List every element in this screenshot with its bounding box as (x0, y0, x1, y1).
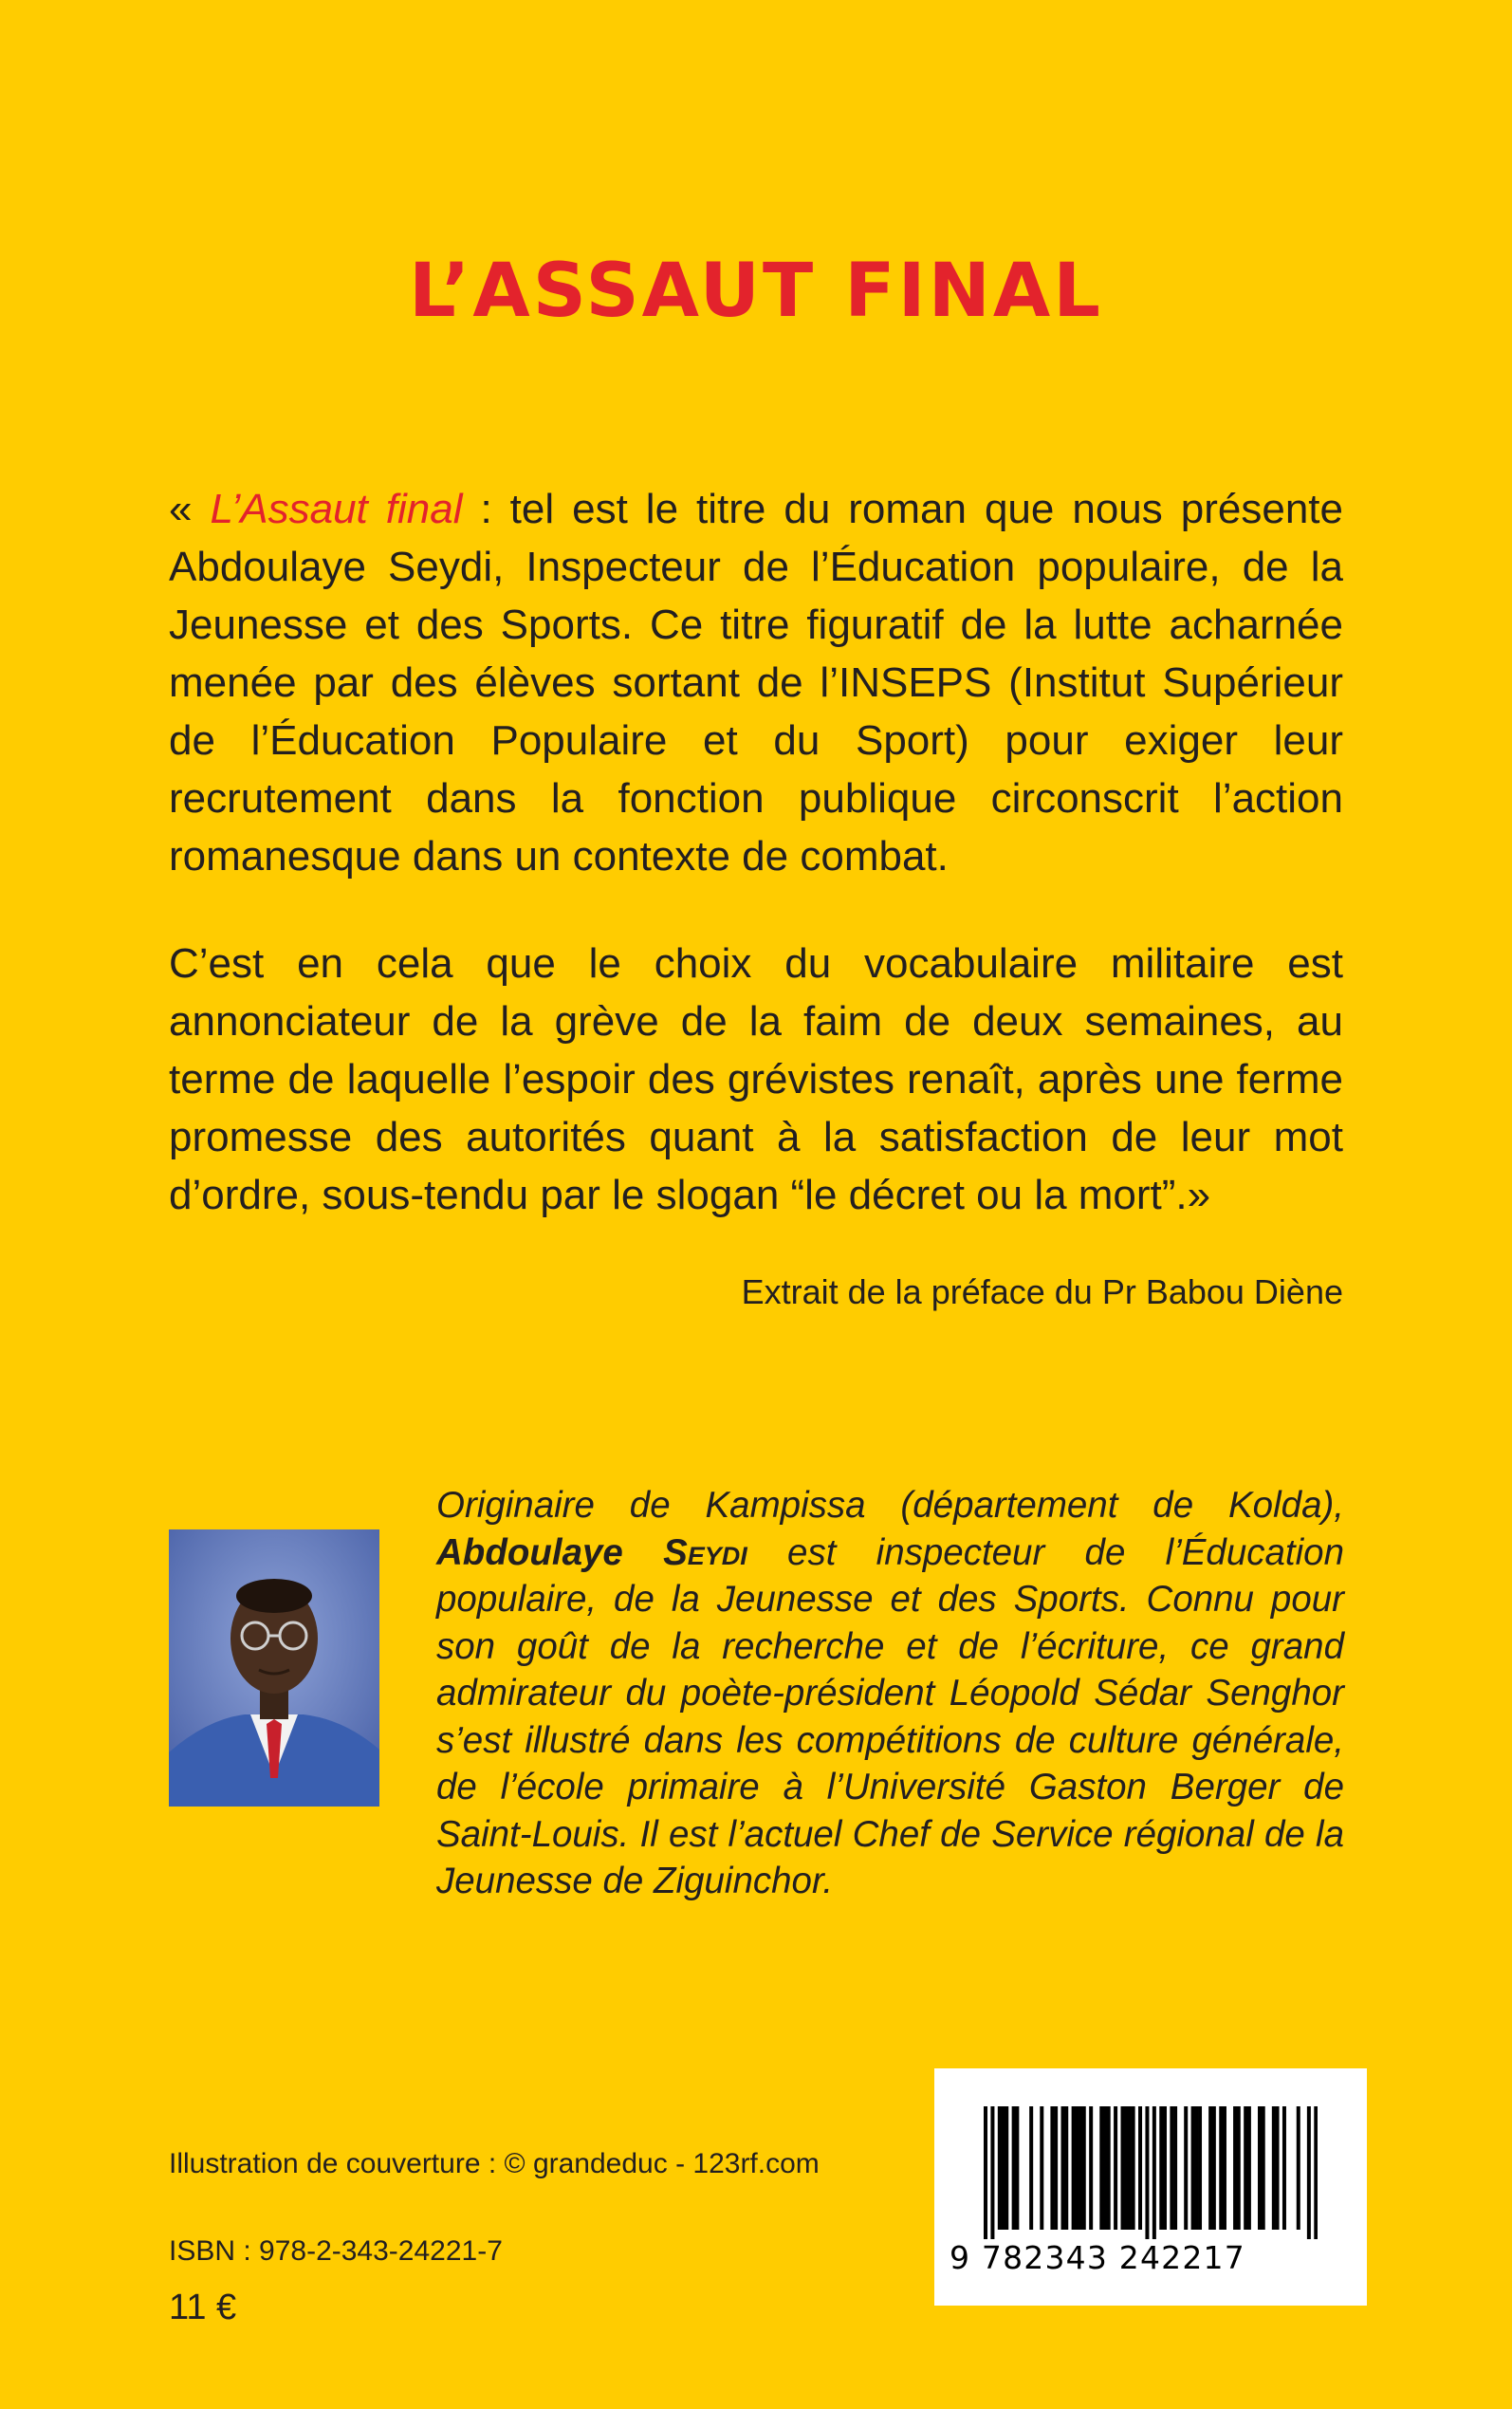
barcode-bar (1107, 2106, 1111, 2230)
barcode-bar (1075, 2106, 1079, 2230)
barcode-bar (1114, 2106, 1117, 2230)
author-last-name: Seydi (663, 1531, 747, 1573)
barcode-bar (1233, 2106, 1237, 2230)
barcode-bar (1237, 2106, 1241, 2230)
barcode-bar (1029, 2106, 1033, 2230)
blurb-paragraph-1 (169, 480, 1343, 885)
author-first-name: Abdoulaye (436, 1531, 664, 1573)
barcode-digits: 9 782343 242217 (950, 2239, 1245, 2276)
barcode (934, 2068, 1367, 2306)
barcode-bar (1079, 2106, 1082, 2230)
barcode-bar (1262, 2106, 1265, 2230)
barcode-bar (990, 2106, 994, 2239)
barcode-bar (1054, 2106, 1058, 2230)
opening-quote: « (169, 486, 211, 532)
barcode-bar (1198, 2106, 1202, 2230)
blurb-paragraph-2: C’est en cela que le choix du vocabulaire militaire est annonciateur de la grève de la faim de deux semaines, au terme de laquelle l’espoir des grévistes renaît, après une ferme promesse des autorités quant à la satisfaction de leur mot d’ordre, sous-tendu par le slogan “le décret ou la mort”.» (169, 940, 1343, 1218)
barcode-bar (1012, 2106, 1016, 2230)
barcode-bar (1015, 2106, 1019, 2230)
barcode-bar (1061, 2106, 1065, 2230)
barcode-bar (1128, 2106, 1132, 2230)
author-bio-intro: Originaire de Kampissa (département de Kolda), (436, 1485, 1344, 1526)
barcode-bar (1314, 2106, 1318, 2239)
barcode-bar (1191, 2106, 1195, 2230)
barcode-bar (1208, 2106, 1212, 2230)
barcode-bar (1103, 2106, 1107, 2230)
preface-attribution: Extrait de la préface du Pr Babou Diène (741, 1272, 1343, 1311)
blurb-paragraph-1-text: : tel est le titre du roman que nous présente Abdoulaye Seydi, Inspecteur de l’Éducation populaire, de la Jeunesse et des Sports. Ce titre figuratif de la lutte acharnée menée par des élèves sortant de l’INSEPS (Institut Supérieur de l’Éducation Populaire et du Sport) pour exiger leur recrutement dans la fonction publique circonscrit l’action romanesque dans un contexte de combat. (169, 486, 1343, 880)
barcode-bar (1276, 2106, 1280, 2230)
author-biography (436, 1482, 1344, 1905)
barcode-bar (1050, 2106, 1054, 2230)
barcode-bar (1124, 2106, 1128, 2230)
cover-illustration-credit: Illustration de couverture : © grandeduc - 123rf.com (169, 2148, 820, 2179)
barcode-bar (1152, 2106, 1156, 2239)
barcode-bars (984, 2106, 1318, 2239)
barcode-bar (1258, 2106, 1262, 2230)
author-bio-text: est inspecteur de l’Éducation populaire, de la Jeunesse et des Sports. Connu pour son goût de la recherche et de l’écriture, ce grand admirateur du poète-président Léopold Sédar Senghor s’est illustré dans les compétitions de culture générale, de l’école primaire à l’Université Gaston Berger de Saint-Louis. Il est l’actuel Chef de Service régional de la Jeunesse de Ziguinchor. (436, 1531, 1344, 1901)
book-title: L’ASSAUT FINAL (409, 249, 1103, 334)
barcode-bar (1064, 2106, 1068, 2230)
barcode-bar (1121, 2106, 1125, 2230)
barcode-bar (1244, 2106, 1247, 2230)
author-name (436, 1532, 747, 1573)
barcode-bar (1099, 2106, 1103, 2230)
barcode-bar (1223, 2106, 1226, 2230)
barcode-bar (1212, 2106, 1216, 2230)
barcode-bar (1173, 2106, 1177, 2230)
barcode-bar (1040, 2106, 1043, 2230)
barcode-bar (1089, 2106, 1093, 2230)
barcode-bar (1282, 2106, 1286, 2230)
barcode-bar (1159, 2106, 1163, 2230)
barcode-bar (1163, 2106, 1167, 2230)
barcode-bar (1132, 2106, 1135, 2230)
barcode-bar (1002, 2106, 1005, 2230)
barcode-bar (1194, 2106, 1198, 2230)
barcode-bar (1082, 2106, 1086, 2230)
barcode-bar (1145, 2106, 1149, 2239)
barcode-bar (1247, 2106, 1251, 2230)
barcode-bar (1184, 2106, 1188, 2230)
barcode-bar (1138, 2106, 1142, 2230)
author-portrait-image (169, 1529, 379, 1807)
barcode-bar (984, 2106, 987, 2239)
barcode-bar (1072, 2106, 1076, 2230)
barcode-bar (998, 2106, 1002, 2230)
price: 11 € (169, 2288, 237, 2327)
barcode-bar (1005, 2106, 1008, 2230)
barcode-bar (1297, 2106, 1300, 2230)
author-photo (169, 1529, 379, 1807)
barcode-bar (1170, 2106, 1173, 2230)
barcode-bar (1219, 2106, 1223, 2230)
blurb-book-title: L’Assaut final (210, 486, 463, 532)
isbn: ISBN : 978-2-343-24221-7 (169, 2235, 503, 2267)
barcode-bar (1272, 2106, 1276, 2230)
barcode-bar (1307, 2106, 1311, 2239)
